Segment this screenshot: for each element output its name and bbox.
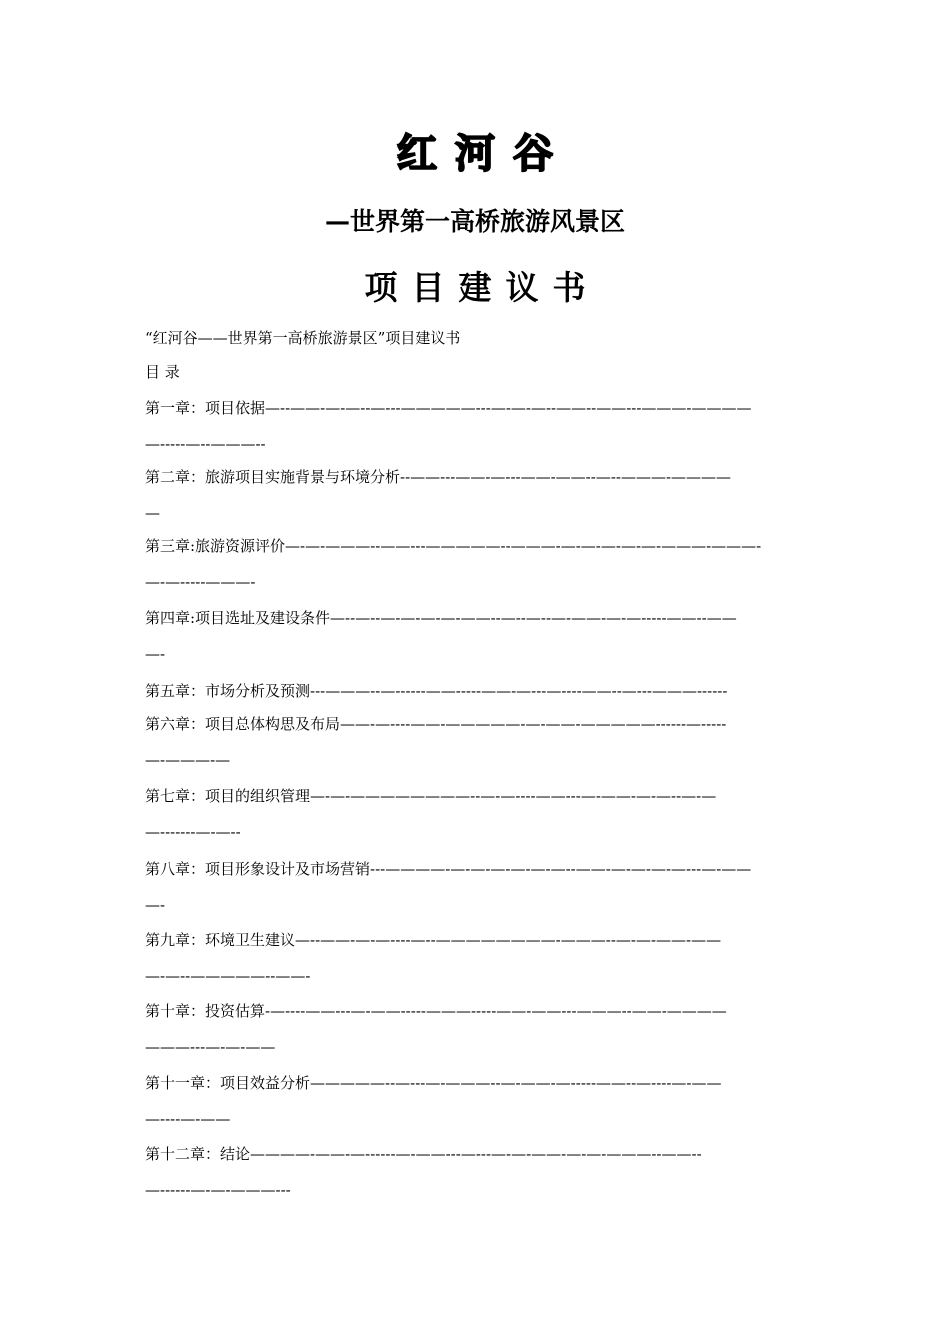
toc-item-chapter-10 — [145, 1001, 810, 1057]
document-title: 项目建议书 — [364, 268, 600, 307]
toc-item-line-continued: — — [145, 504, 160, 522]
toc-item-line-continued: —-———-— — [145, 751, 231, 769]
toc-item-line-continued: ———---—-—-—— — [145, 1038, 276, 1056]
toc-item-chapter-2 — [145, 467, 810, 523]
toc-item-chapter-12 — [145, 1144, 810, 1200]
toc-item-line: 第四章:项目选址及建设条件—--—--—-—-—-—-——--—--—--—-——-—-—-----——--—— — [145, 609, 737, 627]
toc-item-line-continued: —-----—--———-- — [145, 435, 266, 453]
toc-item-line: 第七章：项目的组织管理—-—-————————--—-—----——---—-——-—-—--—-— — [145, 787, 717, 805]
toc-item-line: 第八章：项目形象设计及市场营销---————-—-—-—-—-—-—--——-—-—-—-—---—-—— — [145, 860, 752, 878]
toc-item-chapter-5 — [145, 681, 810, 701]
toc-item-chapter-7 — [145, 786, 810, 842]
toc-item-line-continued: —------—-—-———--- — [145, 1181, 291, 1199]
toc-item-line-continued: —-—-----———- — [145, 573, 256, 591]
cover-title: 红河谷 — [397, 131, 571, 177]
toc-item-line: 第六章：项目总体构思及布局——-—----——-—————-—-——-—————------—----- — [145, 715, 727, 733]
toc-heading: 目 录 — [145, 363, 180, 381]
toc-item-line: 第十章：投资估算-—----——---—-——-----———-----——-——---———--——-———— — [145, 1002, 727, 1020]
toc-item-line: 第十二章：结论————-——-—------—-——---—---—-—-——-—-—-———--——-- — [145, 1145, 702, 1163]
toc-item-line: 第一章：项目依据—--——-—-—--—---—————---—-—-—--——--——---———-———— — [145, 399, 752, 417]
toc-item-line-continued: —-—--—————--——- — [145, 967, 311, 985]
toc-item-line: 第三章:旅游资源评价—-—-———--——---—————--———-—-—-—-—-—-———-———- — [145, 537, 762, 555]
toc-item-line-continued: —- — [145, 896, 166, 914]
toc-item-line-continued: —-------—-—-- — [145, 823, 241, 841]
toc-item-chapter-4 — [145, 608, 810, 664]
toc-item-line: 第五章：市场分析及预测---———--—------——-----——-—---—----——--—---———------ — [145, 682, 728, 700]
toc-item-chapter-9 — [145, 930, 810, 986]
toc-item-line-continued: —- — [145, 645, 166, 663]
toc-item-chapter-8 — [145, 859, 810, 915]
toc-item-line-continued: —----—-—— — [145, 1110, 231, 1128]
toc-item-line: 第十一章：项目效益分析—————--—---—-———--—-——-—-----——--—----—-—— — [145, 1074, 722, 1092]
toc-item-chapter-3 — [145, 536, 810, 592]
header-line: “红河谷——世界第一高桥旅游景区”项目建议书 — [145, 329, 461, 347]
toc-item-chapter-6 — [145, 714, 810, 770]
toc-item-chapter-1 — [145, 398, 810, 454]
cover-subtitle: —世界第一高桥旅游风景区 — [324, 207, 625, 236]
toc-item-line: 第九章：环境卫生建议—--——-—-—----—--————————-———--—-—-——-—— — [145, 931, 722, 949]
toc-item-line: 第二章：旅游项目实施背景与环境分析--——---——-—---——-——--—--———-———— — [145, 468, 732, 486]
toc-item-chapter-11 — [145, 1073, 810, 1129]
